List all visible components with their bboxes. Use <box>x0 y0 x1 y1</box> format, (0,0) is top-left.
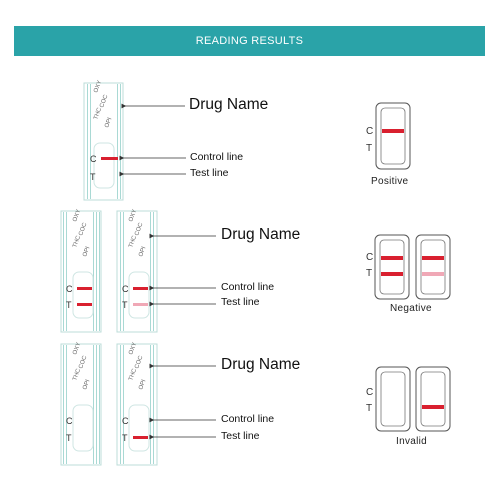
test-line-label: Test line <box>221 430 260 442</box>
svg-text:THC: THC <box>72 235 83 249</box>
svg-text:OXY: OXY <box>128 341 139 356</box>
test-strip <box>61 209 101 332</box>
t-marker: T <box>366 268 373 279</box>
faint-test-line-mark <box>133 303 148 306</box>
negative-faint-result-cassette <box>416 235 450 299</box>
header-title: READING RESULTS <box>195 35 304 47</box>
c-marker: C <box>90 154 97 164</box>
c-marker: C <box>122 284 129 294</box>
svg-text:OXY: OXY <box>93 79 104 94</box>
test-line-mark <box>77 303 92 306</box>
control-line-mark <box>133 287 148 290</box>
drug-name-label: Drug Name <box>221 356 301 373</box>
control-line-label: Control line <box>221 281 275 293</box>
svg-text:OPI: OPI <box>82 245 92 258</box>
svg-text:COC: COC <box>99 94 110 109</box>
c-marker: C <box>366 387 374 398</box>
invalid-test-only-result-cassette <box>416 367 450 431</box>
test-strip <box>117 209 157 332</box>
svg-text:THC: THC <box>128 368 139 382</box>
svg-text:OXY: OXY <box>72 208 83 223</box>
control-line-label: Control line <box>190 151 244 163</box>
svg-text:OPI: OPI <box>82 378 92 391</box>
positive-label: Positive <box>371 176 409 187</box>
result-window <box>94 143 114 188</box>
svg-text:COC: COC <box>78 222 89 237</box>
c-marker: C <box>122 416 129 426</box>
svg-text:OXY: OXY <box>128 208 139 223</box>
negative-label: Negative <box>390 303 432 314</box>
svg-text:THC: THC <box>128 235 139 249</box>
c-marker: C <box>366 252 374 263</box>
svg-text:OXY: OXY <box>72 341 83 356</box>
test-line-label: Test line <box>221 296 260 308</box>
drug-name-label: Drug Name <box>189 96 269 113</box>
test-strip <box>117 342 157 465</box>
t-marker: T <box>66 433 72 443</box>
invalid-label: Invalid <box>396 436 428 447</box>
negative-result-cassette <box>375 235 409 299</box>
t-marker: T <box>90 172 96 182</box>
control-line-label: Control line <box>221 413 275 425</box>
svg-text:COC: COC <box>134 222 145 237</box>
svg-text:OPI: OPI <box>138 245 148 258</box>
control-line-mark <box>77 287 92 290</box>
c-marker: C <box>66 416 73 426</box>
t-marker: T <box>66 300 72 310</box>
t-marker: T <box>122 433 128 443</box>
test-line-label: Test line <box>190 167 229 179</box>
control-line-mark <box>101 157 118 160</box>
positive-result-cassette <box>376 103 410 169</box>
c-marker: C <box>366 126 374 137</box>
svg-text:OPI: OPI <box>138 378 148 391</box>
test-strip <box>61 342 101 465</box>
t-marker: T <box>122 300 128 310</box>
invalid-result-cassette <box>376 367 410 431</box>
svg-text:COC: COC <box>134 355 145 370</box>
c-marker: C <box>66 284 73 294</box>
t-marker: T <box>366 143 373 154</box>
svg-text:OPI: OPI <box>104 116 114 129</box>
t-marker: T <box>366 403 373 414</box>
svg-text:COC: COC <box>78 355 89 370</box>
test-line-mark <box>133 436 148 439</box>
drug-name-label: Drug Name <box>221 226 301 243</box>
svg-text:THC: THC <box>93 107 104 121</box>
svg-text:THC: THC <box>72 368 83 382</box>
